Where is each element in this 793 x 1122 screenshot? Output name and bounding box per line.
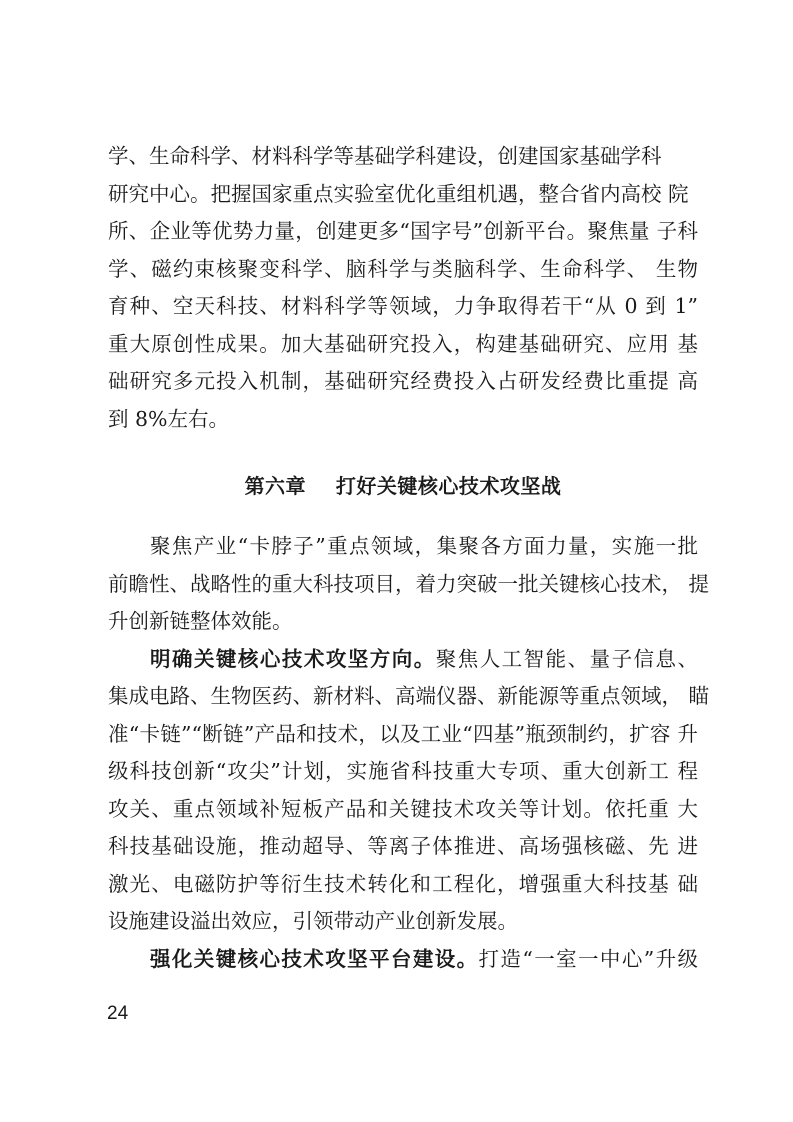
text-line: 聚焦产业“卡脖子”重点领域，集聚各方面力量，实施一批 <box>150 534 698 558</box>
text-line: 级科技创新“攻尖”计划，实施省科技重大专项、重大创新工 程 <box>108 759 698 783</box>
paragraph-lead-rest: 打造“一室一中心”升级 <box>478 946 699 971</box>
text-line <box>108 941 698 979</box>
paragraph-basic-research <box>108 138 698 438</box>
text-line: 准“卡链”“断链”产品和技术，以及工业“四基”瓶颈制约，扩容 升 <box>108 721 698 746</box>
text-line: 研究中心。把握国家重点实验室优化重组机遇，整合省内高校 院 <box>108 181 689 206</box>
page-content <box>108 138 710 978</box>
paragraph-lead-rest: 聚焦人工智能、量子信息、 <box>435 646 699 671</box>
text-line: 育种、空天科技、材料科学等领域，力争取得若干“从 0 到 1” <box>108 294 698 318</box>
text-line: 到 8%左右。 <box>108 406 230 431</box>
paragraph-bold-lead: 强化关键核心技术攻坚平台建设。 <box>150 946 479 971</box>
text-line: 前瞻性、战略性的重大科技项目，着力突破一批关键核心技术， 提 <box>108 571 710 596</box>
text-line: 科技基础设施，推动超导、等离子体推进、高场强核磁、先 进 <box>108 834 698 858</box>
text-line: 集成电路、生物医药、新材料、高端仪器、新能源等重点领域， 瞄 <box>108 684 710 708</box>
text-line: 重大原创性成果。加大基础研究投入，构建基础研究、应用 基 <box>108 331 698 356</box>
paragraph-chapter-intro <box>108 528 710 641</box>
text-line: 设施建设溢出效应，引领带动产业创新发展。 <box>108 909 518 933</box>
text-line: 升创新链整体效能。 <box>108 609 293 633</box>
paragraph-tackling-direction <box>108 641 710 941</box>
text-line: 所、企业等优势力量，创建更多“国字号”创新平台。聚焦量 子科 <box>108 219 698 243</box>
text-line: 学、磁约束核聚变科学、脑科学与类脑科学、生命科学、 生物 <box>108 256 698 281</box>
text-line: 激光、电磁防护等衍生技术转化和工程化，增强重大科技基 础 <box>108 871 698 896</box>
text-line: 础研究多元投入机制，基础研究经费投入占研发经费比重提 高 <box>108 369 698 393</box>
paragraph-platform-building <box>108 941 698 979</box>
chapter-heading: 第六章 打好关键核心技术攻坚战 <box>244 474 562 498</box>
page-number: 24 <box>107 1003 129 1024</box>
text-line: 学、生命科学、材料科学等基础学科建设，创建国家基础学科 <box>108 144 662 168</box>
text-line <box>108 641 698 679</box>
text-line: 攻关、重点领域补短板产品和关键技术攻关等计划。依托重 大 <box>108 796 698 821</box>
paragraph-bold-lead: 明确关键核心技术攻坚方向。 <box>150 646 436 671</box>
